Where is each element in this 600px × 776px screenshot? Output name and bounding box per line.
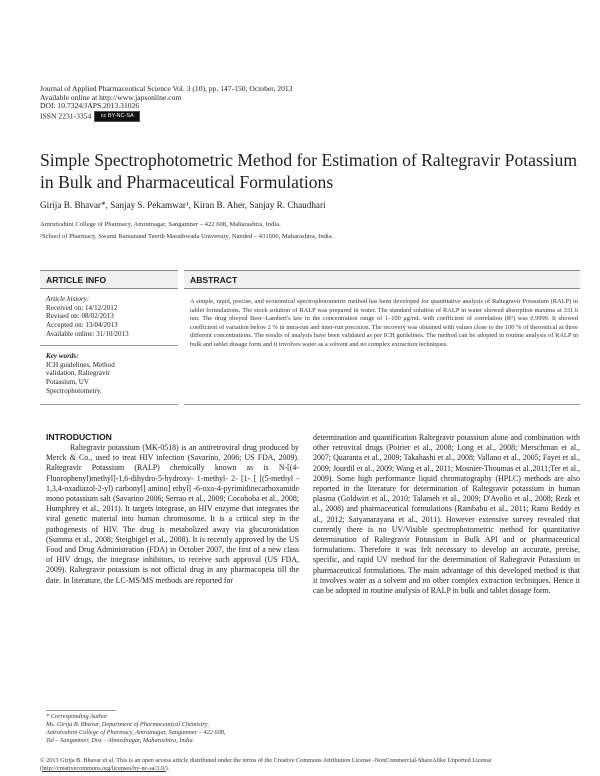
keywords-label: Key words: — [46, 352, 79, 360]
abstract-header: ABSTRACT — [184, 270, 580, 289]
history-label: Article history: — [46, 295, 90, 303]
info-divider — [40, 345, 178, 346]
article-info-header: ARTICLE INFO — [40, 270, 178, 289]
journal-doi: DOI: 10.7324/JAPS.2013.31026 — [40, 101, 140, 111]
cc-license-icon[interactable]: cc BY-NC-SA — [94, 111, 140, 122]
author-list: Girija B. Bhavar*, Sanjay S. Pekamwar¹, Kiran B. Aher, Sanjay R. Chaudhari — [40, 200, 326, 210]
footnote-line: Amrutvahini College of Pharmacy, Amrutnagar, Sangamner – 422 608, — [46, 729, 226, 736]
footnote-rule — [46, 710, 116, 711]
intro-right-column — [313, 433, 580, 596]
journal-citation: Journal of Applied Pharmaceutical Science Vol. 3 (10), pp. 147-150, October, 2013 — [40, 84, 293, 93]
history-online: Available online: 31/10/2013 — [46, 329, 129, 338]
footnote-line: Ms. Girija B. Bhavar, Department of Pharmaceutical Chemistry, — [46, 721, 209, 728]
journal-issn — [40, 111, 292, 122]
affiliation-1: Amrutvahini College of Pharmacy, Amrutnagar, Sangamner – 422 608, Maharashtra, India. — [40, 221, 281, 228]
footnote-line: Tal – Sangamner, Dist – Ahmednagar, Maharashtra, India. — [46, 737, 195, 744]
journal-website[interactable]: Available online at http://www.japsonline.com — [40, 92, 182, 102]
footnote-line: * Corresponding Author — [46, 713, 108, 720]
intro-paragraph-continued: determination and quantification Raltegravir potassium alone and combination with other retroviral drugs (Poirier et al., 2008; Long et al., 2008; Merschman et al., 2007; Quaranta et al., 2009; Takahashi et al., 2008; Vallano et al., 2005; Fayet et al., 2009; Jourdil et al., 2009; Wang et al., 2011; Mosnier-Thoumas et al.,2011;Ter et al., 2009). Some high performance liquid chromatography (HPLC) methods are also reported in the literature for determination of Raltegravir potassium in human plasma (Goldwirt et al., 2010; Talameh et al., 2009; D'Avolio et al., 2008; Rezk et al., 2008) and pharmaceutical formulations (Rambabu et al., 2011; Rami Reddy et al., 2012; Satyanarayana et al., 2011). However extensive survey revealed that currently there is no UV/Visible spectrophotometric method for quantitative determination of Raltegravir Potassium in Bulk API and or pharmaceutical formulations. Therefore it was felt necessary to develop an accurate, precise, specific, and rapid UV method for the determination of Raltegravir Potassium in pharmaceutical formulations. The main advantage of this developed method is that it involves water as a solvent and no other complex extraction techniques. Hence it can be adopted in routine analysis of RALP in bulk and tablet dosage form. — [313, 433, 580, 596]
paper-title: Simple Spectrophotometric Method for Estimation of Raltegravir Potassium in Bulk and Pharmaceutical Formulations — [40, 150, 578, 192]
copyright-end: ). — [165, 765, 170, 772]
corresponding-author-footnote — [46, 713, 296, 745]
affiliation-2: ¹School of Pharmacy, Swami Ramanand Teerth Marathwada University, Nanded – 431606, Maharashtra, India. — [40, 233, 334, 240]
article-history — [46, 295, 129, 339]
info-bottom-rule — [40, 404, 178, 405]
intro-left-column — [46, 443, 299, 586]
keyword-line: Potassium, UV — [46, 378, 89, 387]
abstract-bottom-rule — [184, 404, 580, 405]
keyword-line: Spectrophotometry. — [46, 386, 102, 395]
keyword-line: validation, Raltegravir — [46, 369, 110, 378]
keyword-line: ICH guidelines, Method — [46, 360, 115, 369]
intro-paragraph: Raltegravir potassium (MK-0518) is an antiretroviral drug produced by Merck & Co., used to treat HIV infection (Savarino, 2006; US FDA, 2009). Raltegravir Potassium (RALP) chemically known as is N-[(4-Fluorophenyl)methyl]-1,6-dihydro-5-hydroxy- 1-methyl- 2- [1- [ [(5-methyl - 1,3,4-oxadiazol-2-yl) carbonyl] amino] ethyl] -6-oxo-4-pyrimidinecarboxamide mono potassium salt (Savarino 2006; Serrao et al., 2009; Cocohoba et al., 2008; Humphrey et al., 2011). It targets integrase, an HIV enzyme that integrates the viral genetic material into human chromosome. It is a critical step in the pathogenesis of HIV. The drug is metabolized away via glucuronidation (Summa et al., 2008; Steigbigel et al., 2008). It is recently approved by the US Food and Drug Administration (FDA) in October 2007, the first of a new class of HIV drugs, the integrase inhibitors, to receive such approval (US FDA, 2009). Raltegravir potassium is not official drug in any pharmacopeia till the date. In literature, the LC-MS/MS methods are reported for — [46, 443, 299, 585]
license-link[interactable]: http://creativecommons.org/licenses/by-nc-sa/3.0/ — [42, 765, 166, 772]
introduction-heading: INTRODUCTION — [46, 432, 112, 442]
history-received: Received on: 14/12/2012 — [46, 303, 118, 312]
history-revised: Revised on: 08/02/2013 — [46, 312, 114, 321]
issn-text: ISSN 2231-3354 — [40, 111, 92, 121]
abstract-text: A simple, rapid, precise, and economical spectrophotometric method has been developed for quantitative analysis of Raltegravir Potassium (RALP) in tablet formulations. The stock solution of RALP was prepared in water. The standard solution of RALP in water showed absorption maxima at 331.6 nm. The drug obeyed Beer–Lambert's law in the concentration range of 1–100 μg/mL with coefficient of correlation (R²) was 0.9999. It showed coefficient of variation below 2 % in intra-run and inter-run precision. The recovery was obtained with values close to the 100 % of theoretical at three different concentrations. The results of analysis have been validated as per ICH guidelines. The method can be adopted in routine analysis of RALP in bulk and tablet dosage form and it involves water as a solvent and no complex extraction techniques. — [190, 298, 578, 348]
copyright-footer — [40, 757, 580, 773]
journal-header — [40, 85, 292, 122]
keywords-block — [46, 352, 115, 396]
history-accepted: Accepted on: 13/04/2013 — [46, 321, 118, 330]
copyright-text: © 2013 Girija B. Bhavar et al. This is an open access article distributed under the terms of the Creative Commons Attribution License -NonCommercial-ShareAlike Unported License ( — [40, 757, 492, 772]
